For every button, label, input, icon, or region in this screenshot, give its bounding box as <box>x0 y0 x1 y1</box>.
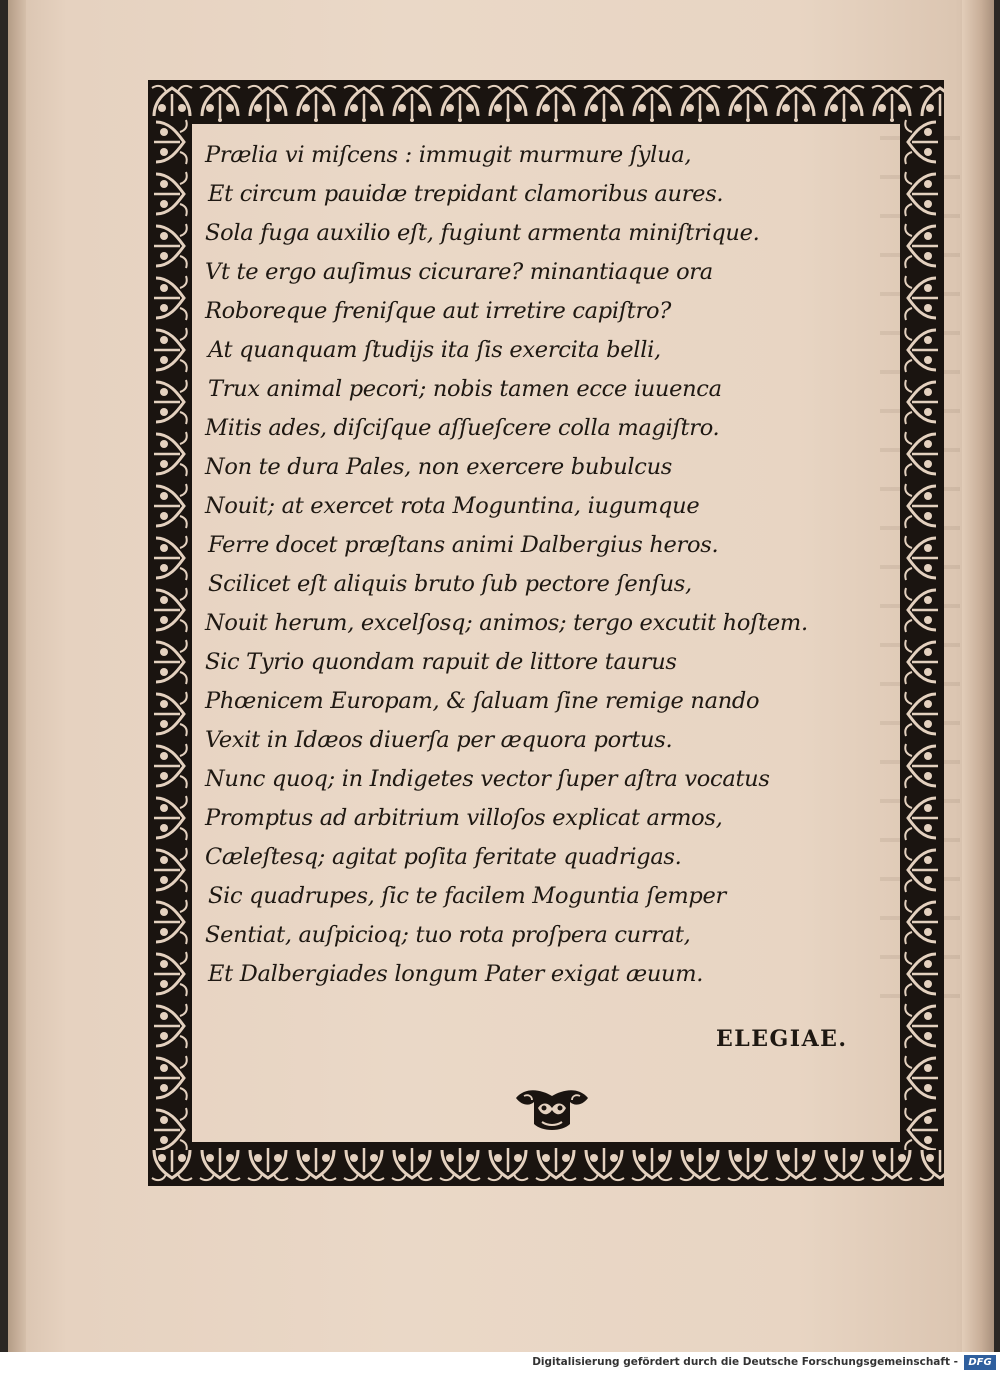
dfg-logo: DFG <box>964 1355 996 1370</box>
verse-line: Et Dalbergiades longum Pater exigat æuum. <box>208 961 704 987</box>
verse-line: Ferre docet præſtans animi Dalbergius heros. <box>208 532 719 558</box>
verse-line: Nouit; at exercet rota Moguntina, iugumque <box>205 493 700 519</box>
verse-line: Phœnicem Europam, & ſaluam ſine remige nando <box>205 688 760 714</box>
tailpiece-ornament-icon <box>512 1084 592 1136</box>
verse-line: Vexit in Idæos diuerſa per æquora portus. <box>205 727 673 753</box>
catchword: ELEGIAE. <box>716 1026 848 1052</box>
verse-line: Nunc quoq; in Indigetes vector ſuper aſtra vocatus <box>205 766 770 792</box>
verse-line: Prælia vi miſcens : immugit murmure ſylua, <box>205 142 692 168</box>
verse-line: Scilicet eſt aliquis bruto ſub pectore ſenſus, <box>208 571 692 597</box>
verse-line: Non te dura Pales, non exercere bubulcus <box>205 454 673 480</box>
verse-line: Mitis ades, diſciſque aſſueſcere colla magiſtro. <box>205 415 720 441</box>
verse-line: Et circum pauidæ trepidant clamoribus aures. <box>208 181 724 207</box>
page-gutter-shadow <box>8 0 26 1352</box>
verse-line: Sic quadrupes, ſic te facilem Moguntia ſemper <box>208 883 726 909</box>
poem-text <box>205 136 845 994</box>
verse-line: Sic Tyrio quondam rapuit de littore taurus <box>205 649 677 675</box>
border-bottom <box>148 1142 944 1186</box>
verse-line: Promptus ad arbitrium villoſos explicat armos, <box>205 805 723 831</box>
funding-credit: Digitalisierung gefördert durch die Deutsche Forschungsgemeinschaft - <box>532 1356 958 1368</box>
verse-line: Nouit herum, excelſosq; animos; tergo excutit hoſtem. <box>205 610 808 636</box>
verse-line: At quanquam ſtudijs ita ſis exercita belli, <box>208 337 661 363</box>
digitization-footer <box>0 1352 1000 1374</box>
verse-line: Vt te ergo auſimus cicurare? minantiaque ora <box>205 259 713 285</box>
verse-line: Cæleſtesq; agitat poſita feritate quadrigas. <box>205 844 682 870</box>
verse-line: Roboreque freniſque aut irretire capiſtro? <box>205 298 671 324</box>
border-top <box>148 80 944 124</box>
page-edge <box>962 0 994 1352</box>
verse-line: Sola fuga auxilio eſt, fugiunt armenta miniſtrique. <box>205 220 760 246</box>
border-right <box>900 116 944 1150</box>
verse-line: Trux animal pecori; nobis tamen ecce iuuenca <box>208 376 722 402</box>
verse-line: Sentiat, auſpicioq; tuo rota proſpera currat, <box>205 922 691 948</box>
border-left <box>148 116 192 1150</box>
